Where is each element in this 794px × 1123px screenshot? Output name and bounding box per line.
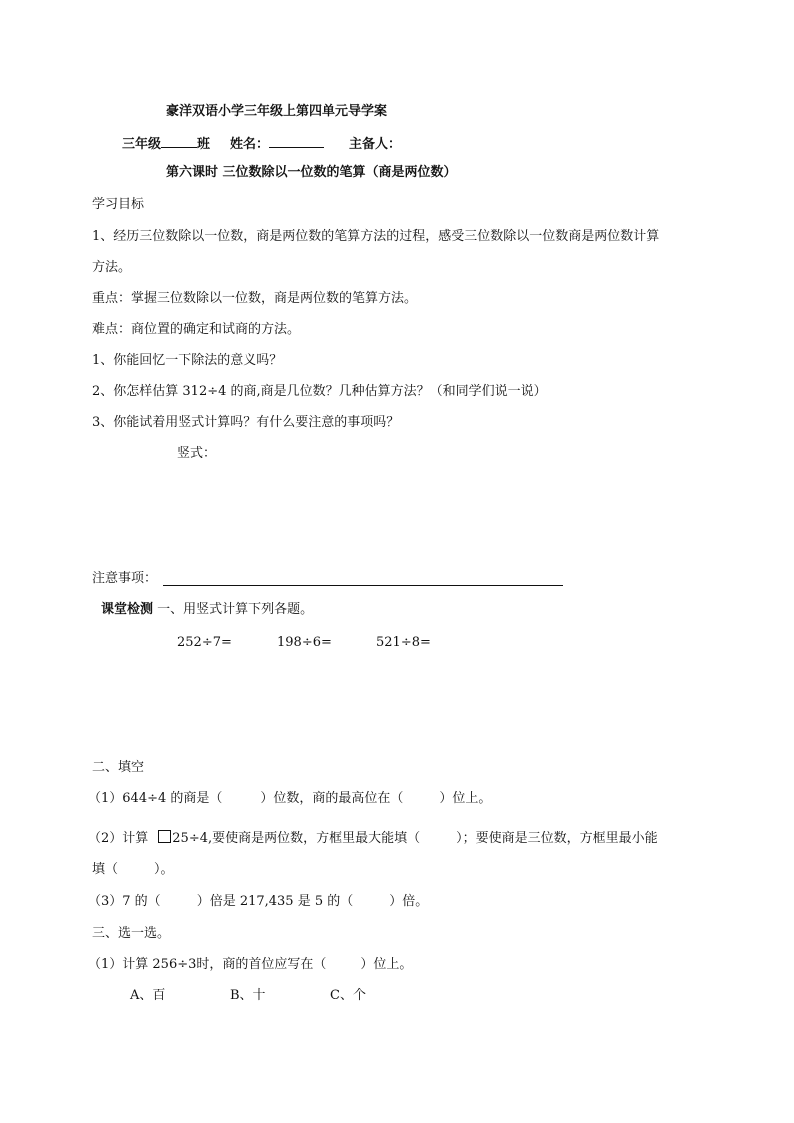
choice-option-b[interactable]: B、十 bbox=[230, 988, 266, 1003]
fill-q1-text-b: ）位数，商的最高位在（ bbox=[260, 791, 404, 806]
classroom-check-label: 课堂检测 bbox=[101, 602, 154, 617]
key-point: 重点：掌握三位数除以一位数，商是两位数的笔算方法。 bbox=[92, 291, 418, 306]
fill-q3-text-b: ）倍是 217,435 是 5 的（ bbox=[196, 894, 354, 909]
lesson-title: 第六课时 三位数除以一位数的笔算（商是两位数） bbox=[166, 165, 457, 180]
question-3: 3、你能试着用竖式计算吗？有什么要注意的事项吗？ bbox=[92, 415, 400, 430]
fill-question-2 bbox=[88, 830, 658, 848]
fill-q2-line2-text-a: 填（ bbox=[92, 862, 119, 877]
choose-heading: 三、选一选。 bbox=[92, 926, 171, 941]
fill-q2-text-a: （2）计算 bbox=[88, 831, 149, 846]
classroom-check-row bbox=[101, 601, 313, 619]
student-info-row bbox=[122, 134, 401, 154]
question-1: 1、你能回忆一下除法的意义吗？ bbox=[92, 353, 283, 368]
digit-box[interactable] bbox=[158, 830, 171, 843]
fill-q3-text-c: ）倍。 bbox=[389, 894, 429, 909]
preparer-label: 主备人： bbox=[349, 137, 402, 152]
question-2: 2、你怎样估算 312÷4 的商,商是几位数？几种估算方法？（和同学们说一说） bbox=[92, 384, 547, 399]
grade-label: 三年级 bbox=[122, 137, 162, 152]
goal-item-line2: 方法。 bbox=[92, 260, 132, 275]
choice-option-c[interactable]: C、个 bbox=[330, 988, 366, 1003]
fill-question-2-line2 bbox=[92, 861, 174, 879]
problem-1: 252÷7= bbox=[177, 635, 232, 650]
choose-q1-text: （1）计算 256÷3时，商的首位应写在（ bbox=[88, 957, 327, 972]
vertical-form-label: 竖式： bbox=[177, 446, 217, 461]
fill-q2-text-c: ）；要使商是三位数，方框里最小能 bbox=[456, 831, 658, 846]
goal-item-line1: 1、经历三位数除以一位数，商是两位数的笔算方法的过程，感受三位数除以一位数商是两位数计算 bbox=[92, 229, 660, 244]
fill-q1-text-c: ）位上。 bbox=[439, 791, 492, 806]
problem-2: 198÷6= bbox=[277, 635, 332, 650]
choose-q1-end: ）位上。 bbox=[360, 957, 413, 972]
fill-q2-line2-text-b: ）。 bbox=[154, 862, 174, 877]
fill-question-3 bbox=[88, 893, 428, 911]
fill-q1-text-a: （1）644÷4 的商是（ bbox=[88, 791, 223, 806]
fill-heading: 二、填空 bbox=[92, 760, 145, 775]
problem-3: 521÷8= bbox=[376, 635, 431, 650]
fill-q3-text-a: （3）7 的（ bbox=[88, 894, 161, 909]
choice-option-a[interactable]: A、百 bbox=[130, 988, 166, 1003]
difficulty-point: 难点：商位置的确定和试商的方法。 bbox=[92, 322, 301, 337]
name-blank[interactable] bbox=[269, 134, 324, 148]
goals-heading: 学习目标 bbox=[92, 197, 145, 212]
choose-question-1 bbox=[88, 956, 412, 974]
part1-title: 一、用竖式计算下列各题。 bbox=[157, 602, 314, 617]
fill-question-1 bbox=[88, 790, 491, 808]
notes-answer-line[interactable] bbox=[163, 585, 563, 586]
name-label: 姓名： bbox=[230, 137, 270, 152]
notes-label: 注意事项： bbox=[92, 571, 158, 586]
fill-q2-text-b: 25÷4,要使商是两位数，方框里最大能填（ bbox=[172, 831, 421, 846]
page-title: 豪洋双语小学三年级上第四单元导学案 bbox=[166, 104, 388, 119]
class-label: 班 bbox=[197, 137, 211, 152]
class-blank[interactable] bbox=[161, 134, 197, 148]
